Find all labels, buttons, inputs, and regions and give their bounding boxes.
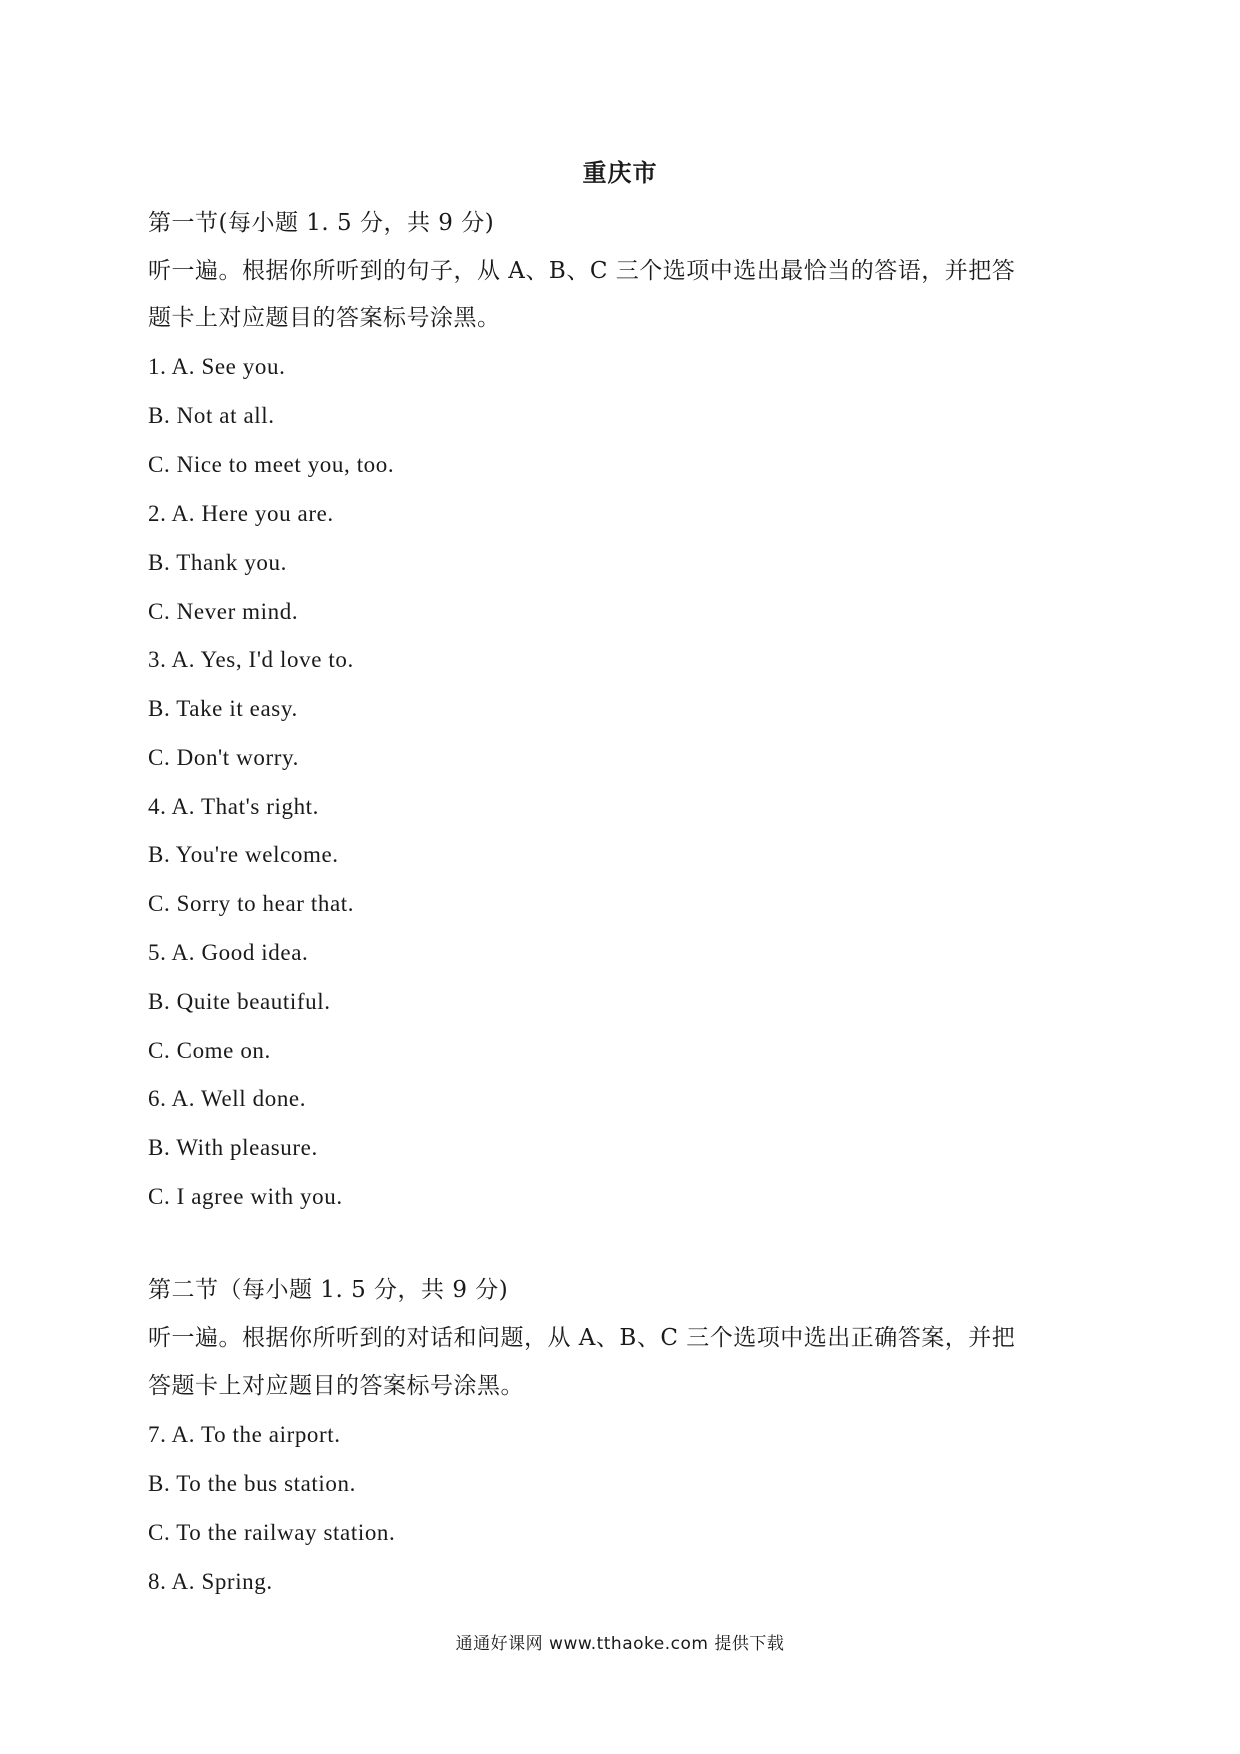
question-1-option-a: 1. A. See you. [148,354,286,379]
section2-heading: 第二节（每小题 1. 5 分，共 9 分) [148,1277,509,1303]
section1-heading: 第一节(每小题 1. 5 分，共 9 分) [148,210,495,236]
question-3-option-b: B. Take it easy. [148,696,298,721]
question-7-option-c: C. To the railway station. [148,1520,396,1545]
question-2-option-b: B. Thank you. [148,550,287,575]
question-8-option-a: 8. A. Spring. [148,1569,273,1594]
question-7-option-b: B. To the bus station. [148,1471,356,1496]
question-4-option-b: B. You're welcome. [148,842,339,867]
question-7-option-a: 7. A. To the airport. [148,1422,341,1447]
question-5-option-a: 5. A. Good idea. [148,940,309,965]
question-1-option-b: B. Not at all. [148,403,275,428]
question-6-option-b: B. With pleasure. [148,1135,318,1160]
section2-instruction-line1: 听一遍。根据你所听到的对话和问题，从 A、B、C 三个选项中选出正确答案，并把 [148,1325,1016,1351]
question-2-option-c: C. Never mind. [148,599,299,624]
question-3-option-c: C. Don't worry. [148,745,299,770]
question-1-option-c: C. Nice to meet you, too. [148,452,395,477]
question-6-option-a: 6. A. Well done. [148,1086,307,1111]
question-5-option-c: C. Come on. [148,1038,271,1063]
question-2-option-a: 2. A. Here you are. [148,501,334,526]
question-6-option-c: C. I agree with you. [148,1184,343,1209]
question-3-option-a: 3. A. Yes, I'd love to. [148,647,354,672]
document-title: 重庆市 [582,159,658,187]
section1-instruction-line2: 题卡上对应题目的答案标号涂黑。 [148,305,501,331]
page-footer: 通通好课网 www.tthaoke.com 提供下载 [455,1634,785,1654]
question-4-option-c: C. Sorry to hear that. [148,891,355,916]
section1-instruction-line1: 听一遍。根据你所听到的句子，从 A、B、C 三个选项中选出最恰当的答语，并把答 [148,258,1016,284]
question-5-option-b: B. Quite beautiful. [148,989,331,1014]
question-4-option-a: 4. A. That's right. [148,794,320,819]
section2-instruction-line2: 答题卡上对应题目的答案标号涂黑。 [148,1373,524,1399]
